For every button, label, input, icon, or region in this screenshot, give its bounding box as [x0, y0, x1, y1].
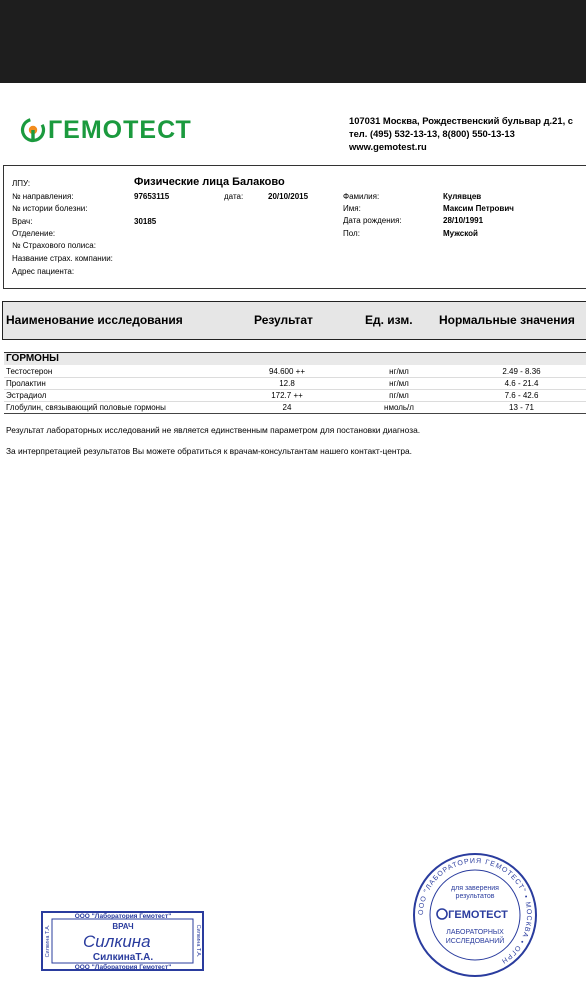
doctor-signature: Силкина [83, 932, 151, 951]
table-row [4, 402, 586, 414]
doctor-label: Врач: [12, 217, 33, 226]
lab-stamp-line3: ЛАБОРАТОРНЫХ [446, 929, 504, 936]
phone-line: тел. (495) 532-13-13, 8(800) 550-13-13 [349, 128, 515, 139]
sex-label: Пол: [343, 229, 360, 238]
test-name: Глобулин, связывающий половые гормоны [6, 403, 166, 412]
gemotest-logo-icon [20, 117, 46, 143]
name-value: Максим Петрович [443, 204, 514, 213]
doctor-stamp-side-right: Силкина Т.А. [195, 924, 201, 958]
test-result: 12.8 [279, 379, 295, 388]
lab-stamp-line2: результатов [455, 893, 495, 900]
address-line: 107031 Москва, Рождественский бульвар д.21, с [349, 115, 574, 126]
website-line: www.gemotest.ru [349, 141, 427, 152]
test-result: 24 [282, 403, 292, 412]
doctor-stamp-bottom-text: ООО "Лаборатория Гемотест" [74, 964, 172, 971]
lpu-label: ЛПУ: [12, 179, 31, 188]
logo-text: ГЕМОТЕСТ [48, 115, 192, 144]
lab-stamp-line1: для заверения [451, 885, 499, 892]
surname-label: Фамилия: [343, 192, 380, 201]
department-label: Отделение: [12, 229, 56, 238]
section-title-hormones: ГОРМОНЫ [4, 352, 586, 365]
test-result: 172.7 ++ [271, 391, 303, 400]
header-result: Результат [254, 313, 313, 327]
lpu-value: Физические лица Балаково [134, 176, 285, 188]
contact-center-note: За интерпретацией результатов Вы можете обратиться к врачам-консультантам нашего контакт-центра. [6, 446, 412, 456]
test-unit: нг/мл [389, 379, 409, 388]
lab-stamp-logo: ГЕМОТЕСТ [448, 909, 508, 921]
test-name: Пролактин [6, 379, 46, 388]
table-row [4, 390, 586, 402]
doctor-stamp-title: ВРАЧ [112, 922, 134, 931]
disclaimer-note: Результат лабораторных исследований не является единственным параметром для постановки диагноза. [6, 425, 421, 435]
test-name: Тестостерон [6, 367, 53, 376]
history-label: № истории болезни: [12, 204, 88, 213]
doctor-stamp-name: СилкинаТ.А. [92, 952, 154, 963]
table-row [4, 366, 586, 378]
date-label: дата: [224, 192, 244, 201]
patient-address-label: Адрес пациента: [12, 267, 75, 276]
lab-stamp-line4: ИССЛЕДОВАНИЙ [445, 938, 505, 945]
test-name: Эстрадиол [6, 391, 47, 400]
results-rows [4, 366, 586, 414]
lab-round-stamp [412, 852, 538, 978]
patient-info-box [3, 165, 586, 289]
direction-label: № направления: [12, 192, 74, 201]
birthdate-value: 28/10/1991 [443, 216, 484, 225]
lab-address [349, 114, 573, 153]
test-norm: 13 - 71 [509, 403, 534, 412]
header-unit: Ед. изм. [365, 313, 413, 327]
test-result: 94.600 ++ [268, 367, 306, 376]
doctor-stamp-top-text: ООО "Лаборатория Гемотест" [74, 913, 172, 920]
insurance-company-label: Название страх. компании: [12, 254, 113, 263]
header-norm: Нормальные значения [439, 313, 575, 327]
lab-stamp-logo-icon [437, 909, 447, 919]
insurance-label: № Страхового полиса: [12, 241, 96, 250]
doctor-stamp [41, 911, 204, 971]
doctor-value: 30185 [134, 217, 157, 226]
gemotest-logo [20, 117, 192, 143]
sex-value: Мужской [443, 229, 478, 238]
test-norm: 2.49 - 8.36 [502, 367, 541, 376]
test-norm: 7.6 - 42.6 [504, 391, 539, 400]
surname-value: Кулявцев [443, 192, 482, 201]
date-value: 20/10/2015 [268, 192, 309, 201]
table-row [4, 378, 586, 390]
test-unit: пг/мл [389, 391, 409, 400]
doctor-stamp-side-left: Силкина Т.А. [45, 924, 51, 958]
header-test-name: Наименование исследования [6, 313, 183, 327]
test-unit: нмоль/л [384, 403, 414, 412]
name-label: Имя: [343, 204, 361, 213]
test-norm: 4.6 - 21.4 [504, 379, 539, 388]
test-unit: нг/мл [389, 367, 409, 376]
lab-stamp-ring-text: ООО "ЛАБОРАТОРИЯ ГЕМОТЕСТ" • МОСКВА • ОГРН [417, 857, 533, 965]
birthdate-label: Дата рождения: [343, 216, 402, 225]
top-dark-bar [0, 0, 586, 83]
direction-value: 97653115 [134, 192, 170, 201]
